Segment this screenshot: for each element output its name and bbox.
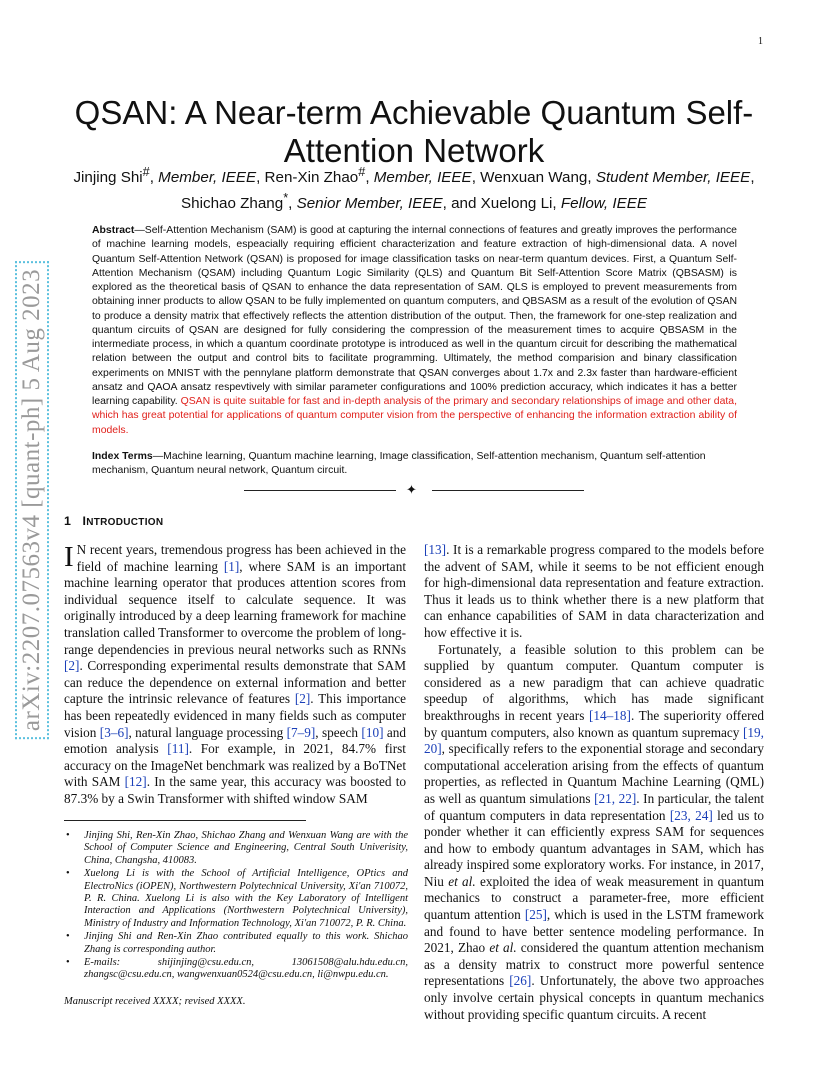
abstract — [92, 224, 737, 438]
body-text: . This importance has been repeatedly evidenced in many fields such as computer vision — [64, 691, 406, 740]
paper-title: QSAN: A Near-term Achievable Quantum Self-Attention Network — [74, 94, 754, 170]
body-text: . The superiority offered by quantum computers, also known as quantum supremacy — [424, 707, 764, 740]
right-column — [424, 542, 764, 1023]
citation-link[interactable]: [10] — [361, 724, 384, 740]
section-divider — [244, 484, 584, 498]
intro-paragraph-3 — [424, 642, 764, 1024]
body-text: , specifically refers to the exponential storage and secondary computational acceleration arising from the effects of quantum properties, as reflected in Quantum Machine Learning (QML) as well as quantum simulations — [424, 741, 764, 806]
body-text: led us to ponder whether it can efficiently express SAM for sequences and how to embody quantum advantages in SAM, which has already inspired some exploratory works. For instance, in 2017, Niu — [424, 807, 765, 889]
abstract-label: Abstract — [92, 225, 135, 236]
body-text: and emotion analysis — [64, 724, 406, 757]
intro-paragraph-2 — [424, 542, 764, 642]
citation-link[interactable]: [19, 20] — [424, 724, 764, 757]
body-text: . In the same year, this accuracy was boosted to 87.3% by a Swin Transformer with shifted window SAM — [64, 774, 407, 806]
author-name: Shichao Zhang — [181, 195, 284, 213]
manuscript-note: Manuscript received XXXX; revised XXXX. — [64, 996, 246, 1007]
author-name: Ren-Xin Zhao — [264, 169, 359, 187]
footnote-item: • Jinjing Shi, Ren-Xin Zhao, Shichao Zhang and Wenxuan Wang are with the School of Computer Science and Engineering, Central South Univerisity, China, Changsha, 410083. — [64, 830, 408, 867]
divider-line-right — [432, 490, 584, 491]
author-name: Xuelong Li — [480, 195, 553, 213]
body-text: , speech — [315, 724, 362, 740]
body-text-italic: et al. — [489, 940, 517, 956]
section-heading — [64, 514, 163, 528]
index-terms — [92, 450, 737, 479]
author-name: Jinjing Shi — [73, 169, 143, 187]
citation-link[interactable]: [21, 22] — [594, 790, 637, 806]
arxiv-identifier-text: arXiv:2207.07563v4 [quant-ph] 5 Aug 2023 — [15, 261, 49, 739]
page-number: 1 — [758, 36, 763, 47]
section-title-rest: NTRODUCTION — [86, 517, 164, 528]
abstract-text: —Self-Attention Mechanism (SAM) is good at capturing the internal connections of features and greatly improves the performance of machine learning models, espeacially requiring efficient characterization and feature extraction of high-dimensional data. A novel Quantum Self-Attention Network (QSAN) is proposed for image classification tasks on near-term quantum devices. First, a Quantum Self-Attention Mechanism (QSAM) including Quantum Logic Similarity (QLS) and Quantum Bit Self-Attention Score Matrix (QBSASM) is explored as the theoretical basis of QSAN to enhance the data representation of SAM. QLS is employed to prevent measurements from obtaining inner products to allow QSAN to be fully implemented on quantum computers, and QBSASM as a result of the evolution of QSAN to produce a density matrix that effectively reflects the attention distribution of the output. Then, the framework for one-step realization and quantum circuits of QSAN are designed for fully considering the compression of the measurement times to acquire QBSASM in the intermediate process, in which a quantum coordinate prototype is introduced as well in the quantum circuit for describing the mathematical relation between the output and control bits to facilitate programming. Ultimately, the method comparision and binary classification experiments on MNIST with the pennylane platform demonstrate that QSAN converges about 1.7x and 2.3x faster than hardware-efficient ansatz and QAOA ansatz respevtively with similar parameter configurations and 100% prediction accuracy, which indicates it has a better learning capability. — [92, 225, 737, 407]
body-text: , natural language processing — [128, 724, 287, 740]
author-mark: # — [142, 165, 150, 179]
citation-link[interactable]: [12] — [124, 774, 147, 790]
citation-link[interactable]: [26] — [509, 973, 532, 989]
body-text: . It is a remarkable progress compared to the models before the advent of SAM, while it seems to be not efficient enough for high-dimensional data representation and feature extraction. Thus it leads us to think whether there is a new platform that can enhance capabilities of SAM in data characterization and how effective it is. — [424, 542, 764, 640]
left-column — [64, 542, 406, 808]
citation-link[interactable]: [3–6] — [99, 724, 129, 740]
citation-link[interactable]: [11] — [167, 741, 189, 757]
author-role: Member, IEEE — [158, 169, 257, 187]
citation-link[interactable]: [1] — [223, 558, 240, 574]
author-list: Jinjing Shi#, Member, IEEE, Ren-Xin Zhao#, Member, IEEE, Wenxuan Wang, Student Member, IEEE, Shichao Zhang*, Senior Member, IEEE, and Xuelong Li, Fellow, IEEE — [73, 165, 755, 213]
footnote-item: • Xuelong Li is with the School of Artificial Intelligence, OPtics and ElectroNics (iOPEN), Northwestern Polytechnical University, Xi'an 710072, P. R. China. Xuelong Li is also with the Key Laboratory of Intelligent Interaction and Applications (Northwestern Polytechnical University), Ministry of Industry and Information Technology, Xi'an 710072, P. R. China. — [64, 868, 408, 930]
citation-link[interactable]: [23, 24] — [669, 807, 713, 823]
citation-link[interactable]: [2] — [294, 691, 311, 707]
author-mark: # — [358, 165, 366, 179]
footnote-item: • E-mails: shijinjing@csu.edu.cn, 13061508@alu.hdu.edu.cn, zhangsc@csu.edu.cn, wangwenxuan0524@csu.edu.cn, li@nwpu.edu.cn. — [64, 957, 408, 982]
drop-cap: I — [64, 541, 74, 573]
divider-ornament-icon: ✦ — [406, 483, 417, 498]
footnote-item: • Jinjing Shi and Ren-Xin Zhao contributed equally to this work. Shichao Zhang is corresponding author. — [64, 931, 408, 956]
body-text: , where SAM is an important machine learning operator that produces attention scores from individual sequence itself to calculate sequence. It was originally introduced by a deep learning framework for machine translation called Transformer to overcome the problem of long-range dependencies in previous neural networks such as RNNs — [64, 558, 406, 657]
intro-paragraph-1 — [64, 542, 406, 808]
citation-link[interactable]: [7–9] — [286, 724, 316, 740]
body-text: considered the quantum attention mechanism as a density matrix to construct more powerful sentence representations — [424, 940, 765, 989]
body-text: , which is used in the LSTM framework and found to have better sentence modeling performance. In 2021, Zhao — [424, 907, 764, 956]
section-title-initial: I — [82, 514, 87, 528]
citation-link[interactable]: [25] — [524, 907, 547, 923]
citation-link[interactable]: [14–18] — [589, 707, 631, 723]
citation-link[interactable]: [13] — [424, 542, 447, 557]
author-role: Member, IEEE — [373, 169, 472, 187]
arxiv-identifier-stamp — [14, 250, 50, 750]
author-role: Fellow, IEEE — [560, 195, 647, 213]
author-name: Wenxuan Wang — [480, 169, 588, 187]
body-text: exploited the idea of weak measurement in quantum mechanics to construct a parameter-free, more efficient quantum attention — [424, 873, 765, 923]
abstract-highlight: QSAN is quite suitable for fast and in-depth analysis of the primary and secondary relationships of image and other data, which has great potential for applications of quantum computer vision from the perspective of enhancing the information extraction ability of models. — [92, 396, 737, 436]
body-text: Fortunately, a feasible solution to this problem can be supplied by quantum computer. Quantum computer is considered as a new paradigm that can achieve quadratic speedup of algorithms, which has made significant breakthroughs in recent years — [424, 641, 764, 723]
body-text: N recent years, tremendous progress has been achieved in the field of machine learning — [76, 542, 406, 574]
author-mark: * — [283, 191, 289, 206]
index-terms-text: —Machine learning, Quantum machine learning, Image classification, Self-attention mechanism, Quantum self-attention mechanism, Quantum neural network, Quantum circuit. — [92, 451, 706, 477]
index-terms-label: Index Terms — [92, 451, 153, 462]
body-text: . For example, in 2021, 84.7% first accuracy on the ImageNet benchmark was realized by a BoTNet with SAM — [64, 741, 406, 790]
author-role: Senior Member, IEEE — [296, 195, 443, 213]
divider-line-left — [244, 490, 396, 491]
footnote-rule — [64, 820, 306, 821]
body-text: . Corresponding experimental results demonstrate that SAM can reduce the dependence on external information and better capture the intrinsic relevance of features — [64, 658, 406, 707]
body-text: . Unfortunately, the above two approaches only involve certain physical concepts in quantum mechanics without providing specific quantum circuits. A recent — [424, 973, 764, 1022]
author-role: Student Member, IEEE — [595, 169, 751, 187]
citation-link[interactable]: [2] — [64, 658, 80, 674]
body-text: . In particular, the talent of quantum computers in data representation — [424, 790, 765, 823]
body-text-italic: et al. — [448, 873, 476, 889]
footnote-list — [64, 830, 408, 983]
section-number: 1 — [64, 514, 72, 528]
